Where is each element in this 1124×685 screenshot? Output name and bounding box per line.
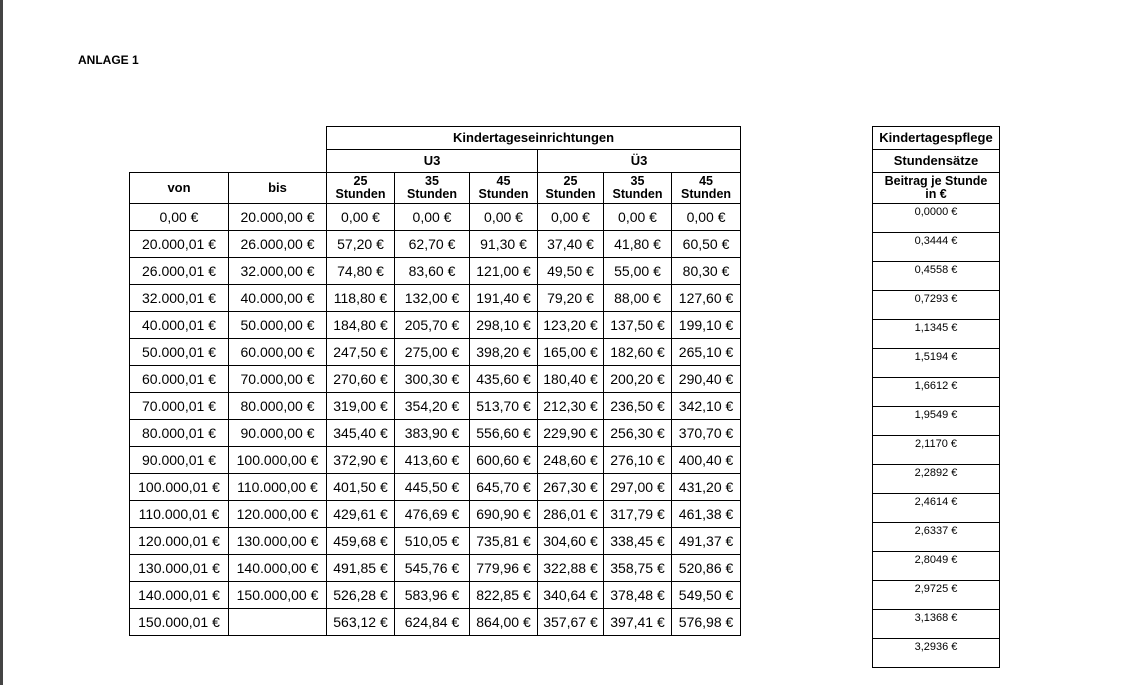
table-cell: 822,85 € xyxy=(470,582,538,609)
table-cell: 165,00 € xyxy=(538,339,604,366)
table-cell: 91,30 € xyxy=(470,231,538,258)
fee-table xyxy=(129,126,741,636)
rate-cell: 3,1368 € xyxy=(873,610,1000,639)
table-cell: 0,00 € xyxy=(327,204,395,231)
table-cell: 397,41 € xyxy=(604,609,672,636)
table-cell: 398,20 € xyxy=(470,339,538,366)
table-cell: 583,96 € xyxy=(395,582,470,609)
table-cell: 510,05 € xyxy=(395,528,470,555)
table-cell: 110.000,00 € xyxy=(229,474,327,501)
table-cell: 49,50 € xyxy=(538,258,604,285)
table-cell: 80,30 € xyxy=(672,258,741,285)
table-row xyxy=(873,407,1000,436)
table-cell: 354,20 € xyxy=(395,393,470,420)
table-row xyxy=(130,420,741,447)
table-cell: 545,76 € xyxy=(395,555,470,582)
table-row xyxy=(130,609,741,636)
table-cell: 576,98 € xyxy=(672,609,741,636)
rate-cell: 2,9725 € xyxy=(873,581,1000,610)
table-cell: 236,50 € xyxy=(604,393,672,420)
table-cell: 20.000,01 € xyxy=(130,231,229,258)
header-beitrag-je-stunde: Beitrag je Stunde in € xyxy=(873,173,1000,204)
table-cell: 340,64 € xyxy=(538,582,604,609)
table-cell: 55,00 € xyxy=(604,258,672,285)
table-cell: 150.000,00 € xyxy=(229,582,327,609)
table-cell: 199,10 € xyxy=(672,312,741,339)
table-cell: 300,30 € xyxy=(395,366,470,393)
table-cell: 319,00 € xyxy=(327,393,395,420)
table-cell: 526,28 € xyxy=(327,582,395,609)
header-hours: 35 Stunden xyxy=(395,173,470,204)
header-hours: 45 Stunden xyxy=(470,173,538,204)
table-cell: 60.000,00 € xyxy=(229,339,327,366)
header-hours: 35 Stunden xyxy=(604,173,672,204)
table-cell: 20.000,00 € xyxy=(229,204,327,231)
header-hours: 25 Stunden xyxy=(538,173,604,204)
table-row xyxy=(873,465,1000,494)
table-cell: 358,75 € xyxy=(604,555,672,582)
table-cell: 0,00 € xyxy=(672,204,741,231)
table-cell: 182,60 € xyxy=(604,339,672,366)
table-cell: 400,40 € xyxy=(672,447,741,474)
table-row xyxy=(873,204,1000,233)
table-cell: 549,50 € xyxy=(672,582,741,609)
table-cell: 0,00 € xyxy=(130,204,229,231)
table-cell: 191,40 € xyxy=(470,285,538,312)
table-cell: 118,80 € xyxy=(327,285,395,312)
table-cell: 70.000,00 € xyxy=(229,366,327,393)
rate-cell: 1,9549 € xyxy=(873,407,1000,436)
rate-cell: 3,2936 € xyxy=(873,639,1000,668)
table-cell: 140.000,00 € xyxy=(229,555,327,582)
table-cell: 88,00 € xyxy=(604,285,672,312)
table-cell: 70.000,01 € xyxy=(130,393,229,420)
table-cell: 372,90 € xyxy=(327,447,395,474)
rate-cell: 2,6337 € xyxy=(873,523,1000,552)
table-cell: 100.000,01 € xyxy=(130,474,229,501)
table-cell: 476,69 € xyxy=(395,501,470,528)
table-cell: 74,80 € xyxy=(327,258,395,285)
table-cell: 435,60 € xyxy=(470,366,538,393)
table-cell: 200,20 € xyxy=(604,366,672,393)
table-cell: 150.000,01 € xyxy=(130,609,229,636)
table-cell: 130.000,01 € xyxy=(130,555,229,582)
header-von: von xyxy=(130,173,229,204)
table-cell: 342,10 € xyxy=(672,393,741,420)
table-cell: 0,00 € xyxy=(604,204,672,231)
table-cell: 57,20 € xyxy=(327,231,395,258)
table-cell: 256,30 € xyxy=(604,420,672,447)
table-cell xyxy=(229,609,327,636)
table-row xyxy=(130,393,741,420)
header-kindertageseinrichtungen: Kindertageseinrichtungen xyxy=(327,127,741,150)
table-cell: 298,10 € xyxy=(470,312,538,339)
table-cell: 0,00 € xyxy=(470,204,538,231)
table-cell: 60.000,01 € xyxy=(130,366,229,393)
rate-cell: 0,3444 € xyxy=(873,233,1000,262)
table-cell: 491,37 € xyxy=(672,528,741,555)
table-cell: 413,60 € xyxy=(395,447,470,474)
table-cell: 79,20 € xyxy=(538,285,604,312)
table-cell: 130.000,00 € xyxy=(229,528,327,555)
rate-cell: 0,0000 € xyxy=(873,204,1000,233)
table-row xyxy=(873,233,1000,262)
table-cell: 276,10 € xyxy=(604,447,672,474)
table-cell: 735,81 € xyxy=(470,528,538,555)
table-cell: 26.000,00 € xyxy=(229,231,327,258)
rate-cell: 2,1170 € xyxy=(873,436,1000,465)
table-cell: 267,30 € xyxy=(538,474,604,501)
window-left-edge xyxy=(0,0,3,685)
table-cell: 80.000,00 € xyxy=(229,393,327,420)
rate-cell: 2,8049 € xyxy=(873,552,1000,581)
table-cell: 513,70 € xyxy=(470,393,538,420)
table-row xyxy=(130,312,741,339)
table-cell: 445,50 € xyxy=(395,474,470,501)
table-row xyxy=(130,447,741,474)
tagespflege-table-body xyxy=(873,204,1000,668)
table-cell: 429,61 € xyxy=(327,501,395,528)
table-cell: 563,12 € xyxy=(327,609,395,636)
table-cell: 205,70 € xyxy=(395,312,470,339)
table-row xyxy=(130,366,741,393)
table-cell: 140.000,01 € xyxy=(130,582,229,609)
table-row xyxy=(873,378,1000,407)
table-cell: 297,00 € xyxy=(604,474,672,501)
table-cell: 121,00 € xyxy=(470,258,538,285)
table-row xyxy=(130,258,741,285)
rate-cell: 2,2892 € xyxy=(873,465,1000,494)
table-cell: 520,86 € xyxy=(672,555,741,582)
table-cell: 0,00 € xyxy=(395,204,470,231)
table-cell: 275,00 € xyxy=(395,339,470,366)
tagespflege-table xyxy=(872,126,1000,668)
table-cell: 645,70 € xyxy=(470,474,538,501)
table-cell: 80.000,01 € xyxy=(130,420,229,447)
table-cell: 37,40 € xyxy=(538,231,604,258)
page-title: ANLAGE 1 xyxy=(78,53,139,67)
table-cell: 50.000,01 € xyxy=(130,339,229,366)
table-cell: 270,60 € xyxy=(327,366,395,393)
table-row xyxy=(873,610,1000,639)
table-row xyxy=(873,581,1000,610)
table-cell: 345,40 € xyxy=(327,420,395,447)
table-cell: 431,20 € xyxy=(672,474,741,501)
rate-cell: 0,4558 € xyxy=(873,262,1000,291)
header-kindertagespflege: Kindertagespflege xyxy=(873,127,1000,150)
table-cell: 0,00 € xyxy=(538,204,604,231)
table-row xyxy=(873,494,1000,523)
table-row xyxy=(873,436,1000,465)
table-cell: 229,90 € xyxy=(538,420,604,447)
table-row xyxy=(873,523,1000,552)
table-cell: 624,84 € xyxy=(395,609,470,636)
table-row xyxy=(130,555,741,582)
table-cell: 62,70 € xyxy=(395,231,470,258)
table-cell: 120.000,01 € xyxy=(130,528,229,555)
table-cell: 100.000,00 € xyxy=(229,447,327,474)
table-cell: 90.000,00 € xyxy=(229,420,327,447)
table-cell: 247,50 € xyxy=(327,339,395,366)
table-row xyxy=(130,474,741,501)
table-cell: 212,30 € xyxy=(538,393,604,420)
table-cell: 378,48 € xyxy=(604,582,672,609)
table-cell: 137,50 € xyxy=(604,312,672,339)
table-row xyxy=(873,320,1000,349)
table-cell: 304,60 € xyxy=(538,528,604,555)
table-cell: 383,90 € xyxy=(395,420,470,447)
table-row xyxy=(873,552,1000,581)
table-cell: 461,38 € xyxy=(672,501,741,528)
rate-cell: 0,7293 € xyxy=(873,291,1000,320)
table-cell: 286,01 € xyxy=(538,501,604,528)
header-bis: bis xyxy=(229,173,327,204)
header-stundensaetze: Stundensätze xyxy=(873,150,1000,173)
table-cell: 317,79 € xyxy=(604,501,672,528)
table-cell: 357,67 € xyxy=(538,609,604,636)
table-cell: 401,50 € xyxy=(327,474,395,501)
table-cell: 40.000,01 € xyxy=(130,312,229,339)
table-cell: 50.000,00 € xyxy=(229,312,327,339)
table-cell: 491,85 € xyxy=(327,555,395,582)
table-cell: 90.000,01 € xyxy=(130,447,229,474)
table-cell: 60,50 € xyxy=(672,231,741,258)
rate-cell: 2,4614 € xyxy=(873,494,1000,523)
table-row xyxy=(130,582,741,609)
table-cell: 556,60 € xyxy=(470,420,538,447)
table-cell: 40.000,00 € xyxy=(229,285,327,312)
table-cell: 127,60 € xyxy=(672,285,741,312)
table-cell: 459,68 € xyxy=(327,528,395,555)
header-ue3: Ü3 xyxy=(538,150,741,173)
table-cell: 32.000,01 € xyxy=(130,285,229,312)
table-cell: 690,90 € xyxy=(470,501,538,528)
table-row xyxy=(873,349,1000,378)
table-row xyxy=(130,231,741,258)
table-row xyxy=(873,262,1000,291)
rate-cell: 1,1345 € xyxy=(873,320,1000,349)
table-cell: 83,60 € xyxy=(395,258,470,285)
table-row xyxy=(130,501,741,528)
table-cell: 600,60 € xyxy=(470,447,538,474)
header-hours: 45 Stunden xyxy=(672,173,741,204)
fee-table-body xyxy=(130,204,741,636)
header-hours: 25 Stunden xyxy=(327,173,395,204)
table-row xyxy=(130,204,741,231)
table-cell: 120.000,00 € xyxy=(229,501,327,528)
table-cell: 110.000,01 € xyxy=(130,501,229,528)
table-cell: 864,00 € xyxy=(470,609,538,636)
table-cell: 32.000,00 € xyxy=(229,258,327,285)
table-row xyxy=(873,291,1000,320)
table-row xyxy=(873,639,1000,668)
table-cell: 338,45 € xyxy=(604,528,672,555)
table-row xyxy=(130,285,741,312)
table-cell: 370,70 € xyxy=(672,420,741,447)
table-cell: 290,40 € xyxy=(672,366,741,393)
table-cell: 248,60 € xyxy=(538,447,604,474)
table-cell: 180,40 € xyxy=(538,366,604,393)
table-cell: 132,00 € xyxy=(395,285,470,312)
header-u3: U3 xyxy=(327,150,538,173)
table-cell: 123,20 € xyxy=(538,312,604,339)
table-cell: 322,88 € xyxy=(538,555,604,582)
rate-cell: 1,6612 € xyxy=(873,378,1000,407)
table-row xyxy=(130,339,741,366)
rate-cell: 1,5194 € xyxy=(873,349,1000,378)
table-cell: 26.000,01 € xyxy=(130,258,229,285)
table-row xyxy=(130,528,741,555)
table-cell: 779,96 € xyxy=(470,555,538,582)
table-cell: 265,10 € xyxy=(672,339,741,366)
table-cell: 184,80 € xyxy=(327,312,395,339)
table-cell: 41,80 € xyxy=(604,231,672,258)
